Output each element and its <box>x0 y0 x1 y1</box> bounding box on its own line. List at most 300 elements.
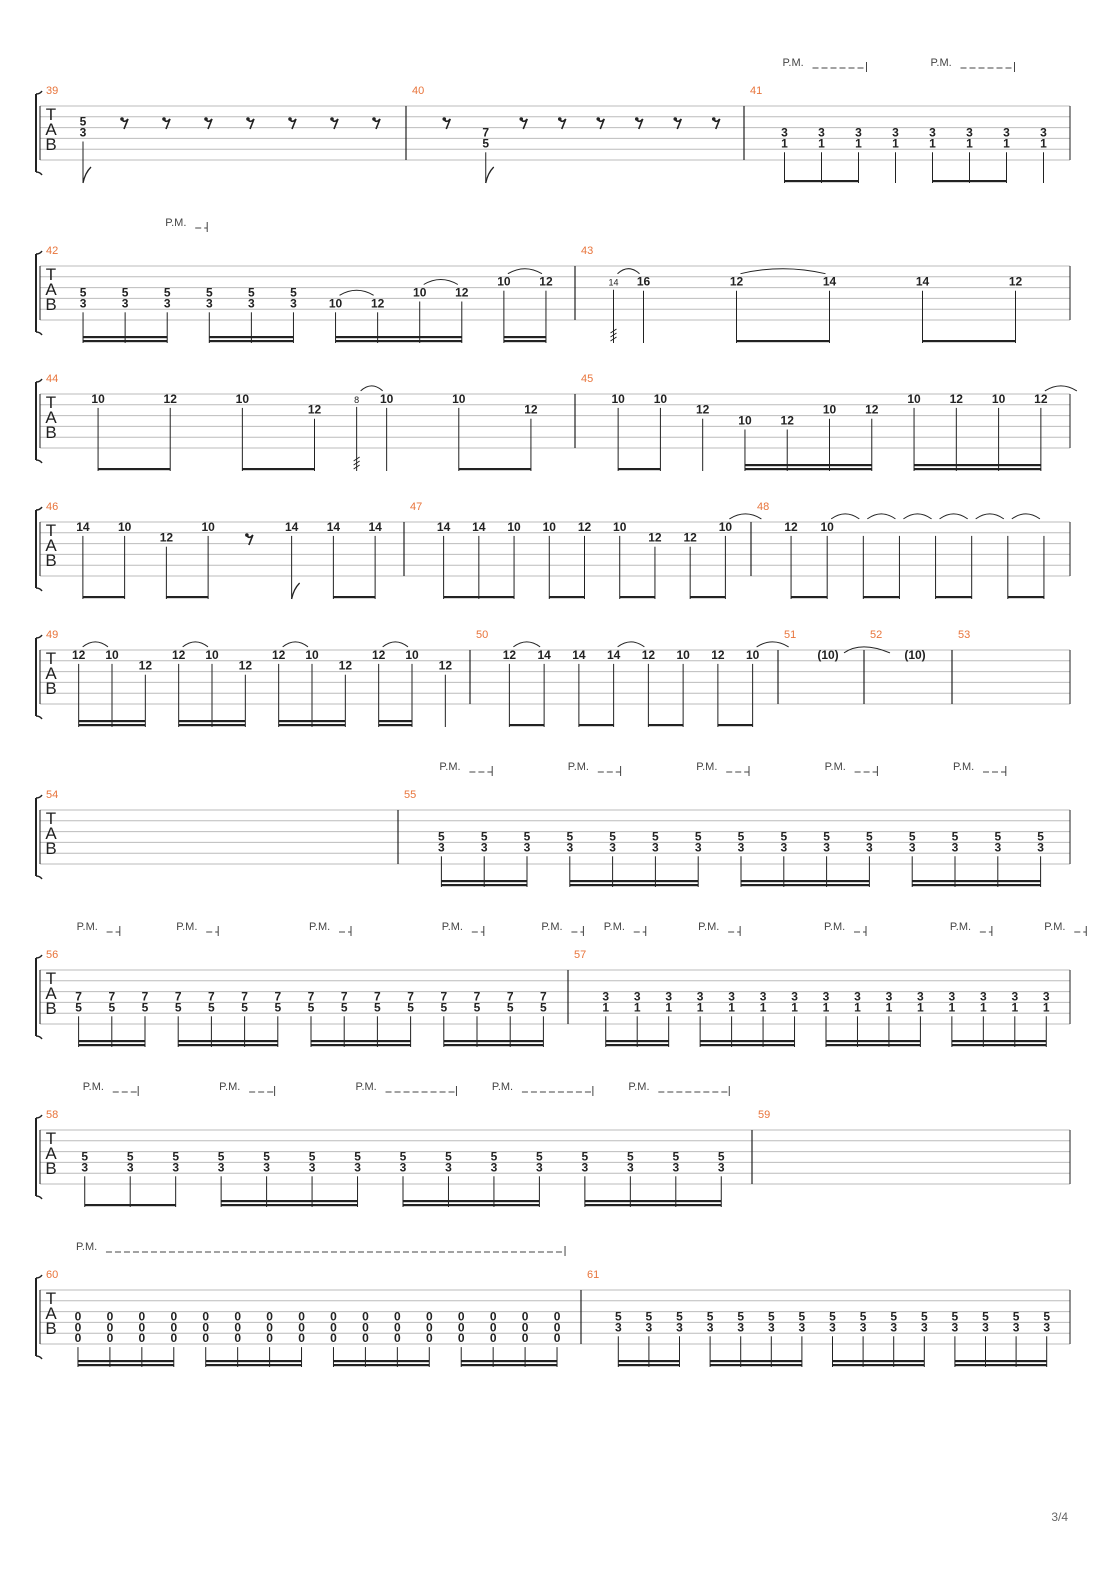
beam <box>549 596 584 598</box>
fret-number: 3 <box>609 840 616 855</box>
fret-number: 5 <box>694 829 702 844</box>
beam <box>209 336 293 338</box>
fret-number: 12 <box>338 658 353 673</box>
fret-number: 1 <box>979 1000 987 1015</box>
fret-number: 3 <box>979 989 987 1004</box>
fret-number: 1 <box>759 1000 767 1015</box>
fret-number: 1 <box>885 1000 893 1015</box>
fret-number: 3 <box>1011 989 1019 1004</box>
palm-mute-label: P.M. <box>75 1241 98 1253</box>
fret-number: 5 <box>248 285 255 300</box>
fret-number: 7 <box>241 989 248 1004</box>
palm-mute-label: P.M. <box>949 921 972 933</box>
fret-number: 3 <box>854 989 861 1004</box>
system-bracket <box>36 507 42 510</box>
fret-number: 5 <box>645 1309 653 1324</box>
beam <box>606 1044 669 1046</box>
fret-number: 14 <box>76 519 90 534</box>
fret-number: 7 <box>141 989 149 1004</box>
fret-number: 0 <box>425 1331 433 1346</box>
tab-clef-letter: A <box>45 1304 57 1323</box>
fret-number: 12 <box>539 274 553 289</box>
fret-number: 12 <box>502 647 517 662</box>
fret-number: 14 <box>284 519 299 534</box>
fret-number: 3 <box>438 840 445 855</box>
palm-mute-label: P.M. <box>953 761 975 773</box>
fret-number: 3 <box>121 296 129 311</box>
fret-number: 1 <box>696 1000 704 1015</box>
fret-number: 3 <box>163 296 171 311</box>
fret-number: 5 <box>767 1309 775 1324</box>
fret-number: 5 <box>951 1309 959 1324</box>
measure-number: 60 <box>46 1269 59 1281</box>
eighth-rest <box>162 117 166 121</box>
fret-number: 3 <box>354 1160 361 1175</box>
tab-clef-letter: B <box>45 839 57 858</box>
fret-number: 7 <box>374 989 381 1004</box>
fret-number: 0 <box>74 1331 82 1346</box>
fret-number: 12 <box>307 402 322 417</box>
fret-number: 3 <box>920 1320 928 1335</box>
fret-number: 0 <box>521 1309 529 1324</box>
beam <box>710 1360 802 1362</box>
fret-number: 0 <box>553 1320 561 1335</box>
fret-number: 3 <box>859 1320 867 1335</box>
fret-number: 3 <box>290 296 297 311</box>
fret-number: 3 <box>780 840 788 855</box>
measure-number: 49 <box>46 629 59 641</box>
fret-number: 0 <box>362 1331 369 1346</box>
fret-number: 1 <box>966 136 973 151</box>
beam <box>79 724 146 726</box>
fret-number: 5 <box>490 1149 498 1164</box>
system-bracket <box>36 1356 42 1359</box>
fret-number: 12 <box>524 402 538 417</box>
tab-clef-letter: T <box>45 969 57 988</box>
fret-number: 3 <box>829 1320 836 1335</box>
beam <box>745 468 872 470</box>
fret-number: 0 <box>330 1331 337 1346</box>
eighth-rest <box>288 117 292 121</box>
fret-number: 5 <box>174 1000 182 1015</box>
beam <box>923 340 1016 342</box>
palm-mute-label: P.M. <box>309 921 331 933</box>
palm-mute-label: P.M. <box>696 761 718 773</box>
fret-number: 3 <box>892 125 899 140</box>
measure-number: 54 <box>46 789 59 801</box>
fret-number: 3 <box>602 989 610 1004</box>
palm-mute-label: P.M. <box>491 1081 514 1093</box>
fret-number: 12 <box>641 647 656 662</box>
beam <box>333 596 375 598</box>
fret-number: 3 <box>536 1160 543 1175</box>
fret-number: 3 <box>217 1160 225 1175</box>
fret-number: 0 <box>457 1331 465 1346</box>
measure-number: 57 <box>574 949 587 961</box>
fret-number: 5 <box>823 829 830 844</box>
fret-number: 14 <box>606 647 621 662</box>
fret-number: 5 <box>126 1149 134 1164</box>
fret-number: 14 <box>537 647 551 662</box>
beam <box>333 1364 429 1366</box>
fret-number: 3 <box>581 1160 589 1175</box>
fret-number: 0 <box>266 1320 273 1335</box>
tab-system <box>36 1241 1070 1367</box>
fret-number: 12 <box>171 647 186 662</box>
note-flag <box>486 167 494 183</box>
fret-number: 10 <box>379 391 394 406</box>
beam <box>444 1044 544 1046</box>
tie-arc <box>283 642 308 647</box>
fret-number: 10 <box>405 647 419 662</box>
tie-arc <box>618 642 645 647</box>
fret-number: 5 <box>290 285 297 300</box>
fret-number: 3 <box>665 989 673 1004</box>
fret-number: 5 <box>908 829 916 844</box>
fret-number: 5 <box>79 285 87 300</box>
fret-number: 3 <box>694 840 702 855</box>
page-number: 3/4 <box>1051 1510 1068 1524</box>
fret-number: 5 <box>438 829 445 844</box>
tab-clef-letter: B <box>45 1159 57 1178</box>
tab-clef-letter: A <box>45 280 57 299</box>
beam <box>441 880 527 882</box>
beam <box>955 1364 1047 1366</box>
palm-mute-label: P.M. <box>698 921 720 933</box>
fret-number: 0 <box>202 1309 210 1324</box>
tab-clef-letter: B <box>45 1319 57 1338</box>
fret-number: 0 <box>298 1320 305 1335</box>
tab-system <box>36 921 1086 1047</box>
fret-number: 5 <box>626 1149 634 1164</box>
fret-number: 12 <box>577 519 592 534</box>
system-bracket <box>36 716 42 719</box>
fret-number: 7 <box>506 989 514 1004</box>
measure-number: 48 <box>757 501 770 513</box>
fret-number: 3 <box>79 296 87 311</box>
beam <box>242 468 314 470</box>
fret-number: 14 <box>915 274 930 289</box>
system-bracket <box>36 172 42 175</box>
fret-number: 3 <box>490 1160 498 1175</box>
fret-number: 12 <box>238 658 253 673</box>
tab-clef-letter: A <box>45 536 57 555</box>
tie-arc <box>1045 386 1077 391</box>
fret-number: 3 <box>890 1320 898 1335</box>
measure-number: 42 <box>46 245 59 257</box>
fret-number: 3 <box>1012 1320 1020 1335</box>
fret-number: 12 <box>648 530 662 545</box>
fret-number: 10 <box>613 519 627 534</box>
fret-number: 7 <box>75 989 82 1004</box>
fret-number: 3 <box>951 840 959 855</box>
fret-number: 5 <box>374 1000 381 1015</box>
tie-arc <box>757 642 789 647</box>
fret-number: 1 <box>1042 1000 1050 1015</box>
fret-number: 3 <box>308 1160 316 1175</box>
fret-number: 5 <box>676 1309 683 1324</box>
fret-number: 5 <box>798 1309 806 1324</box>
tab-clef-letter: A <box>45 664 57 683</box>
fret-number: 3 <box>818 125 825 140</box>
beam <box>206 1364 302 1366</box>
tie-arc <box>831 514 859 519</box>
tie-arc <box>729 514 761 519</box>
beam <box>178 1044 278 1046</box>
fret-number: 5 <box>172 1149 180 1164</box>
fret-number: 14 <box>436 519 451 534</box>
beam <box>826 1044 920 1046</box>
fret-number: 3 <box>672 1160 680 1175</box>
measure-number: 45 <box>581 373 594 385</box>
palm-mute-label: P.M. <box>76 921 98 933</box>
beam <box>444 596 514 598</box>
beam <box>606 1040 669 1042</box>
fret-number: 12 <box>138 658 153 673</box>
beam <box>209 340 293 342</box>
fret-number: 0 <box>170 1309 178 1324</box>
beam <box>618 1360 679 1362</box>
fret-number: 7 <box>473 989 481 1004</box>
fret-number: 0 <box>394 1320 401 1335</box>
fret-number: 5 <box>920 1309 928 1324</box>
fret-number: 3 <box>633 989 641 1004</box>
fret-number: 3 <box>248 296 255 311</box>
fret-number: 3 <box>480 840 488 855</box>
eighth-rest <box>246 117 250 121</box>
fret-number: 5 <box>536 1149 543 1164</box>
fret-number: 3 <box>982 1320 989 1335</box>
beam <box>441 884 527 886</box>
fret-number: 10 <box>117 519 132 534</box>
fret-number: 3 <box>885 989 893 1004</box>
fret-number: 5 <box>141 1000 149 1015</box>
fret-number: 3 <box>728 989 735 1004</box>
fret-number: 7 <box>340 989 348 1004</box>
tie-arc <box>976 514 1004 519</box>
tie-arc <box>618 269 640 274</box>
fret-number: 1 <box>781 136 788 151</box>
fret-number: 5 <box>340 1000 348 1015</box>
tab-system <box>36 761 1070 887</box>
measure-number: 53 <box>958 629 971 641</box>
note-flag <box>83 167 91 183</box>
beam <box>333 1360 429 1362</box>
fret-number: 1 <box>1040 136 1047 151</box>
fret-number: 0 <box>553 1331 561 1346</box>
beam <box>833 1364 925 1366</box>
beam <box>585 1200 721 1202</box>
fret-number: 10 <box>718 519 733 534</box>
fret-number: 10 <box>235 391 250 406</box>
palm-mute-label: P.M. <box>824 921 846 933</box>
tab-clef-letter: A <box>45 1144 57 1163</box>
beam <box>955 1360 1047 1362</box>
fret-number: 3 <box>706 1320 714 1335</box>
beam <box>83 596 125 598</box>
beam <box>741 880 869 882</box>
measure-number: 61 <box>587 1269 600 1281</box>
fret-number: 0 <box>298 1309 305 1324</box>
beam <box>700 1044 794 1046</box>
fret-number: 5 <box>480 829 488 844</box>
tab-clef-letter: A <box>45 984 57 1003</box>
fret-number: 3 <box>781 125 788 140</box>
fret-number: 3 <box>445 1160 452 1175</box>
measure-number: 52 <box>870 629 883 641</box>
beam <box>459 468 531 470</box>
beam <box>737 340 830 342</box>
fret-number: 3 <box>966 125 973 140</box>
fret-number: 5 <box>108 1000 116 1015</box>
fret-number: 5 <box>241 1000 248 1015</box>
fret-number: 3 <box>1037 840 1044 855</box>
fret-number: 3 <box>917 989 924 1004</box>
eighth-rest <box>330 117 334 121</box>
measure-number: 43 <box>581 245 594 257</box>
beam <box>78 1364 174 1366</box>
fret-number: 3 <box>172 1160 180 1175</box>
fret-number: 5 <box>829 1309 836 1324</box>
fret-number: 5 <box>307 1000 315 1015</box>
beam <box>863 596 899 598</box>
fret-number: 16 <box>636 274 651 289</box>
fret-number: 5 <box>482 136 490 151</box>
fret-number: 1 <box>1011 1000 1019 1015</box>
beam <box>785 180 859 182</box>
fret-number: 1 <box>855 136 862 151</box>
fret-number: 0 <box>298 1331 305 1346</box>
tie-arc <box>340 290 374 295</box>
beam <box>914 468 1041 470</box>
fret-number: 5 <box>737 1309 745 1324</box>
tab-clef-letter: T <box>45 1289 57 1308</box>
fret-number: 3 <box>79 125 87 140</box>
beam <box>179 724 246 726</box>
fret-number: 3 <box>626 1160 634 1175</box>
measure-number: 55 <box>404 789 417 801</box>
fret-number: 7 <box>307 989 315 1004</box>
fret-number: 0 <box>106 1320 114 1335</box>
tab-clef-letter: T <box>45 649 57 668</box>
tie-arc <box>424 280 458 285</box>
fret-number: 10 <box>452 391 466 406</box>
fret-number: 5 <box>866 829 873 844</box>
fret-number: 3 <box>1043 1320 1051 1335</box>
fret-number: 10 <box>991 391 1006 406</box>
fret-number: 12 <box>729 274 744 289</box>
fret-number: 3 <box>737 840 745 855</box>
tie-arc <box>903 514 931 519</box>
beam <box>79 720 146 722</box>
beam <box>936 596 972 598</box>
fret-number: 0 <box>362 1309 369 1324</box>
fret-number: 5 <box>445 1149 452 1164</box>
fret-number: 5 <box>717 1149 725 1164</box>
fret-number: 0 <box>362 1320 369 1335</box>
beam <box>504 340 546 342</box>
fret-number: 3 <box>263 1160 270 1175</box>
palm-mute-label: P.M. <box>165 217 187 229</box>
fret-number: 3 <box>566 840 574 855</box>
fret-number: 1 <box>1003 136 1010 151</box>
fret-number: 5 <box>859 1309 867 1324</box>
fret-number: 12 <box>949 391 963 406</box>
fret-number: 3 <box>908 840 916 855</box>
fret-number: 1 <box>728 1000 735 1015</box>
tab-clef-letter: T <box>45 265 57 284</box>
beam <box>912 880 1040 882</box>
fret-number: 0 <box>106 1309 114 1324</box>
beam <box>504 336 546 338</box>
fret-number: 5 <box>407 1000 414 1015</box>
eighth-rest <box>635 117 639 121</box>
fret-number: 3 <box>951 1320 959 1335</box>
fret-number: 5 <box>308 1149 316 1164</box>
beam <box>952 1040 1046 1042</box>
fret-number: 0 <box>170 1331 178 1346</box>
fret-number: 0 <box>394 1331 401 1346</box>
system-bracket <box>36 1115 42 1118</box>
system-bracket <box>36 1036 42 1039</box>
beam <box>952 1044 1046 1046</box>
beam <box>826 1040 920 1042</box>
measure-number: 59 <box>758 1109 771 1121</box>
measure-number: 56 <box>46 949 59 961</box>
tab-clef-letter: B <box>45 295 57 314</box>
eighth-rest <box>596 117 600 121</box>
fret-number: 3 <box>948 989 956 1004</box>
beam <box>379 720 412 722</box>
tie-arc <box>867 514 895 519</box>
fret-number: 7 <box>108 989 116 1004</box>
tab-system <box>36 217 1070 343</box>
fret-number: 5 <box>274 1000 282 1015</box>
beam <box>379 724 412 726</box>
tie-arc <box>940 514 968 519</box>
fret-number: 5 <box>354 1149 361 1164</box>
fret-number: 14 <box>472 519 486 534</box>
fret-number: 7 <box>482 125 490 140</box>
measure-number: 47 <box>410 501 423 513</box>
fret-number: 3 <box>717 1160 725 1175</box>
fret-number: 0 <box>425 1309 433 1324</box>
palm-mute-label: P.M. <box>82 1081 104 1093</box>
beam <box>791 596 827 598</box>
tie-arc <box>741 269 826 274</box>
eighth-rest <box>673 117 677 121</box>
measure-number: 41 <box>750 85 763 97</box>
fret-number: 12 <box>455 285 469 300</box>
beam <box>336 336 462 338</box>
fret-number: 12 <box>163 391 177 406</box>
beam <box>403 1200 539 1202</box>
tab-clef-letter: B <box>45 679 57 698</box>
eighth-rest <box>204 117 208 121</box>
beam <box>78 1360 174 1362</box>
tab-system <box>36 57 1070 183</box>
fret-number: 3 <box>855 125 862 140</box>
beam <box>933 180 1007 182</box>
beam <box>83 336 167 338</box>
fret-number: 0 <box>521 1320 529 1335</box>
fret-number: 0 <box>489 1331 497 1346</box>
fret-number: 5 <box>540 1000 547 1015</box>
beam <box>718 724 753 726</box>
system-bracket <box>36 91 42 94</box>
fret-number: 10 <box>328 296 343 311</box>
fret-number: 5 <box>217 1149 225 1164</box>
